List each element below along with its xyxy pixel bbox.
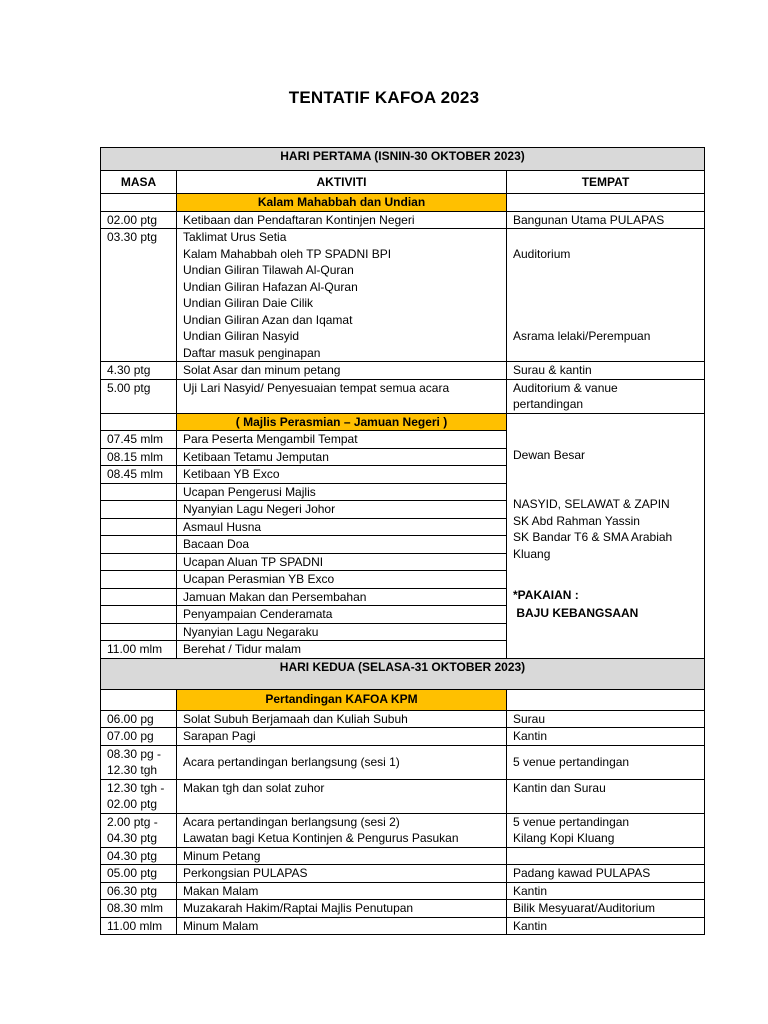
blank-line (513, 279, 698, 296)
section-row (101, 413, 705, 431)
tempat-line: Kantin (513, 883, 548, 898)
tempat-line: Bilik Mesyuarat/Auditorium (513, 901, 656, 915)
blank-line (513, 295, 698, 312)
day1-heading: HARI PERTAMA (ISNIN-30 OKTOBER 2023) (101, 148, 705, 171)
aktiviti-cell (177, 813, 507, 847)
tempat-line: BAJU KEBANGSAAN (513, 606, 639, 620)
section-row (101, 194, 705, 212)
table-row (101, 882, 705, 900)
blank-line (513, 229, 698, 246)
tempat-cell (507, 900, 705, 918)
table-row (101, 710, 705, 728)
blank-line (513, 262, 698, 279)
table-row (101, 900, 705, 918)
tempat-line: Asrama lelaki/Perempuan (513, 329, 651, 343)
aktiviti-line: Taklimat Urus Setia (183, 230, 287, 244)
aktiviti-line: Kalam Mahabbah oleh TP SPADNI BPI (183, 246, 392, 261)
aktiviti-cell (177, 900, 507, 918)
masa-line: 02.00 ptg (107, 797, 158, 811)
aktiviti-line: Undian Giliran Hafazan Al-Quran (183, 279, 358, 294)
tempat-line: Kantin (513, 729, 548, 743)
section-heading: Pertandingan KAFOA KPM (177, 689, 507, 710)
aktiviti-line: Lawatan bagi Ketua Kontinjen & Pengurus Pasukan (183, 831, 459, 845)
aktiviti-line: Acara pertandingan berlangsung (sesi 1) (183, 754, 400, 769)
tempat-line: 5 venue pertandingan (513, 814, 630, 829)
masa-cell: 11.00 mlm (101, 641, 177, 659)
empty-cell (101, 413, 177, 431)
tempat-cell: Surau & kantin (507, 362, 705, 380)
aktiviti-cell: Ketibaan YB Exco (177, 466, 507, 484)
document-title: TENTATIF KAFOA 2023 (288, 88, 480, 107)
section-heading: Kalam Mahabbah dan Undian (177, 194, 507, 212)
tempat-cell (507, 379, 705, 413)
blank-line (513, 430, 698, 447)
masa-line: 04.30 ptg (107, 848, 158, 863)
aktiviti-line: Daftar masuk penginapan (183, 345, 321, 360)
aktiviti-line: Makan Malam (183, 883, 259, 898)
evening-tempat-cell (507, 413, 705, 658)
aktiviti-cell: Asmaul Husna (177, 518, 507, 536)
masa-cell: 03.30 ptg (101, 229, 177, 362)
tempat-cell: Bangunan Utama PULAPAS (507, 211, 705, 229)
aktiviti-cell: Ucapan Pengerusi Majlis (177, 483, 507, 501)
table-row (101, 847, 705, 865)
masa-cell (101, 882, 177, 900)
masa-line: 07.00 pg (107, 729, 154, 743)
aktiviti-cell (177, 745, 507, 779)
aktiviti-line: Undian Giliran Tilawah Al-Quran (183, 263, 354, 277)
aktiviti-cell (177, 865, 507, 883)
tempat-line: Auditorium & vanue (513, 380, 618, 395)
section-heading: ( Majlis Perasmian – Jamuan Negeri ) (177, 413, 507, 431)
tempat-line: 5 venue pertandingan (513, 754, 630, 769)
empty-cell (101, 689, 177, 710)
tempat-cell (507, 229, 705, 362)
aktiviti-cell: Ucapan Aluan TP SPADNI (177, 553, 507, 571)
masa-cell: 5.00 ptg (101, 379, 177, 413)
aktiviti-cell (177, 728, 507, 746)
tempat-cell (507, 710, 705, 728)
aktiviti-cell: Jamuan Makan dan Persembahan (177, 588, 507, 606)
masa-cell (101, 847, 177, 865)
table-row (101, 813, 705, 847)
masa-cell (101, 728, 177, 746)
section-row (101, 689, 705, 710)
aktiviti-line: Solat Subuh Berjamaah dan Kuliah Subuh (183, 711, 408, 726)
column-header-aktiviti: AKTIVITI (177, 171, 507, 194)
masa-line: 2.00 ptg - (107, 814, 158, 829)
aktiviti-cell (177, 882, 507, 900)
blank-line (513, 562, 698, 579)
aktiviti-cell: Bacaan Doa (177, 536, 507, 554)
tempat-cell (507, 917, 705, 935)
masa-cell (101, 553, 177, 571)
aktiviti-cell (177, 779, 507, 813)
column-header-masa: MASA (101, 171, 177, 194)
table-row (101, 229, 705, 362)
aktiviti-cell: Ketibaan dan Pendaftaran Kontinjen Negeri (177, 211, 507, 229)
tempat-line: Kluang (513, 546, 551, 561)
table-row (101, 362, 705, 380)
tempat-line: NASYID, SELAWAT & ZAPIN (513, 497, 670, 511)
blank-line (513, 414, 698, 431)
tempat-line: SK Bandar T6 & SMA Arabiah (513, 530, 673, 544)
table-row (101, 779, 705, 813)
aktiviti-cell: Nyanyian Lagu Negaraku (177, 623, 507, 641)
day1-heading-row (101, 148, 705, 171)
masa-cell: 4.30 ptg (101, 362, 177, 380)
masa-line: 06.30 ptg (107, 883, 158, 898)
tempat-line: Kilang Kopi Kluang (513, 831, 615, 845)
blank-line (513, 312, 698, 329)
aktiviti-cell (177, 847, 507, 865)
tempat-line: pertandingan (513, 397, 584, 411)
aktiviti-line: Acara pertandingan berlangsung (sesi 2) (183, 814, 400, 829)
aktiviti-cell: Berehat / Tidur malam (177, 641, 507, 659)
schedule-body (101, 148, 705, 935)
masa-cell (101, 917, 177, 935)
masa-cell: 02.00 ptg (101, 211, 177, 229)
masa-line: 05.00 ptg (107, 866, 158, 880)
tempat-cell (507, 882, 705, 900)
aktiviti-cell: Ketibaan Tetamu Jemputan (177, 448, 507, 466)
tempat-line: Kantin dan Surau (513, 780, 606, 795)
masa-cell (101, 518, 177, 536)
aktiviti-cell (177, 917, 507, 935)
masa-cell (101, 483, 177, 501)
tempat-line: SK Abd Rahman Yassin (513, 513, 640, 528)
tempat-line: Padang kawad PULAPAS (513, 866, 651, 880)
aktiviti-cell: Nyanyian Lagu Negeri Johor (177, 501, 507, 519)
aktiviti-line: Undian Giliran Azan dan Iqamat (183, 312, 353, 327)
schedule-table (100, 147, 705, 935)
masa-cell (101, 536, 177, 554)
empty-cell (507, 689, 705, 710)
tempat-cell (507, 865, 705, 883)
table-row (101, 865, 705, 883)
masa-cell (101, 571, 177, 589)
column-header-tempat: TEMPAT (507, 171, 705, 194)
tempat-cell (507, 847, 705, 865)
masa-cell: 08.45 mlm (101, 466, 177, 484)
aktiviti-line: Minum Malam (183, 918, 259, 933)
aktiviti-cell: Para Peserta Mengambil Tempat (177, 431, 507, 449)
aktiviti-cell: Solat Asar dan minum petang (177, 362, 507, 380)
aktiviti-line: Minum Petang (183, 848, 261, 863)
masa-line: 11.00 mlm (107, 918, 163, 933)
table-row (101, 745, 705, 779)
aktiviti-cell: Uji Lari Nasyid/ Penyesuaian tempat semua acara (177, 379, 507, 413)
empty-cell (507, 194, 705, 212)
masa-cell (101, 710, 177, 728)
masa-cell (101, 588, 177, 606)
masa-line: 12.30 tgh - (107, 780, 165, 795)
tempat-cell (507, 728, 705, 746)
aktiviti-cell: Penyampaian Cenderamata (177, 606, 507, 624)
masa-cell (101, 865, 177, 883)
tempat-cell (507, 813, 705, 847)
aktiviti-line: Sarapan Pagi (183, 729, 256, 743)
blank-line (513, 480, 698, 497)
tempat-line: Surau (513, 711, 546, 726)
masa-cell (101, 606, 177, 624)
column-header-row (101, 171, 705, 194)
empty-cell (101, 194, 177, 212)
aktiviti-line: Makan tgh dan solat zuhor (183, 780, 325, 795)
masa-cell (101, 623, 177, 641)
masa-cell (101, 813, 177, 847)
masa-line: 06.00 pg (107, 711, 154, 726)
table-row (101, 917, 705, 935)
aktiviti-cell: Ucapan Perasmian YB Exco (177, 571, 507, 589)
aktiviti-line: Undian Giliran Daie Cilik (183, 296, 314, 310)
masa-line: 04.30 ptg (107, 831, 158, 845)
table-row (101, 211, 705, 229)
day2-heading: HARI KEDUA (SELASA-31 OKTOBER 2023) (101, 658, 705, 689)
masa-cell (101, 501, 177, 519)
masa-cell (101, 745, 177, 779)
masa-line: 08.30 pg - (107, 746, 162, 761)
tempat-line: Auditorium (513, 246, 571, 261)
masa-cell: 08.15 mlm (101, 448, 177, 466)
masa-cell (101, 779, 177, 813)
day2-heading-row (101, 658, 705, 689)
aktiviti-line: Muzakarah Hakim/Raptai Majlis Penutupan (183, 901, 414, 915)
aktiviti-line: Perkongsian PULAPAS (183, 866, 308, 880)
blank-line (513, 463, 698, 480)
tempat-cell (507, 779, 705, 813)
aktiviti-cell (177, 710, 507, 728)
tempat-line: Dewan Besar (513, 447, 586, 462)
tempat-line: Kantin (513, 918, 548, 933)
table-row (101, 728, 705, 746)
masa-line: 12.30 tgh (107, 763, 158, 777)
masa-cell (101, 900, 177, 918)
tempat-cell (507, 745, 705, 779)
tempat-line: *PAKAIAN : (513, 587, 579, 602)
masa-line: 08.30 mlm (107, 901, 164, 915)
aktiviti-cell (177, 229, 507, 362)
aktiviti-line: Undian Giliran Nasyid (183, 329, 300, 343)
table-row (101, 379, 705, 413)
masa-cell: 07.45 mlm (101, 431, 177, 449)
